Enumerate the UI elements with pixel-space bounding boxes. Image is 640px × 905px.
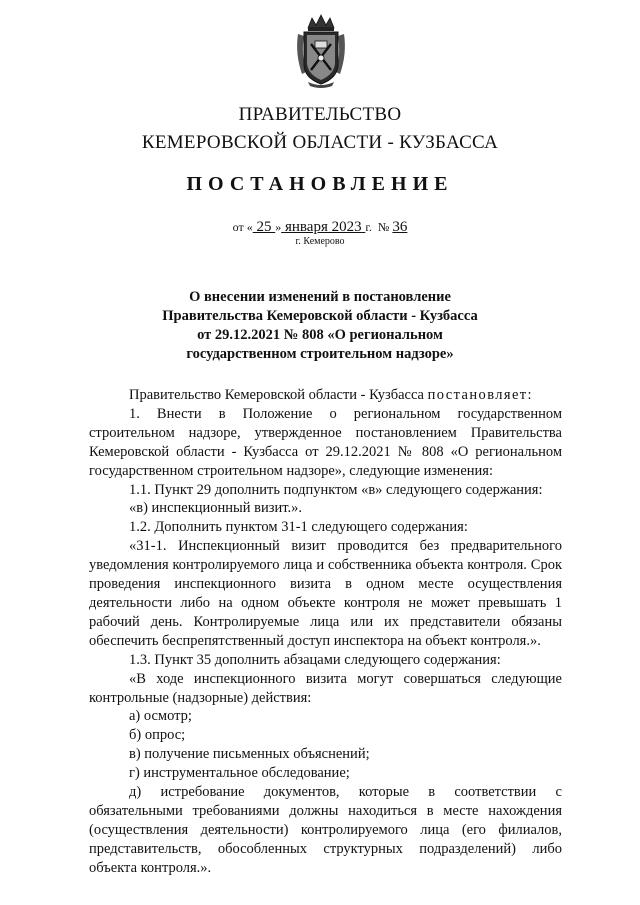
date-prefix: от « xyxy=(232,220,253,234)
date-month-year: января 2023 xyxy=(284,219,362,235)
document-body xyxy=(89,386,562,878)
body-paragraph: «В ходе инспекционного визита могут совершаться следующие контрольные (надзорные) действия: xyxy=(89,670,562,706)
number-label: № xyxy=(377,220,390,234)
date-year-suffix: г. xyxy=(365,220,372,234)
coat-of-arms-emblem xyxy=(294,14,348,88)
body-paragraph: 1.3. Пункт 35 дополнить абзацами следующего содержания: xyxy=(129,651,501,668)
body-paragraph: «31-1. Инспекционный визит проводится без предварительного уведомления контролируемого лица и собственника объекта контроля. Срок проведения инспекционного визита в одном месте осуществления деятельности либо на одном объекте контроля не может превышать 1 рабочий день. Контролируемые лица или их представители обязаны обеспечить беспрепятственный доступ инспектора на объект контроля.». xyxy=(89,538,562,649)
government-name-line2: КЕМЕРОВСКОЙ ОБЛАСТИ - КУЗБАССА xyxy=(141,132,499,153)
subject-line: Правительства Кемеровской области - Кузбасса xyxy=(162,308,478,324)
document-dateline xyxy=(0,219,640,236)
body-paragraph: 1. Внести в Положение о региональном государственном строительном надзоре, утвержденное постановлением Правительства Кемеровской области - Кузбасса от 29.12.2021 № 808 «О региональном государственном строительном надзоре», следующие изменения: xyxy=(89,405,562,479)
body-paragraph: д) истребование документов, которые в соответствии с обязательными требованиями должны находиться в месте нахождения (осуществления деятельности) контролируемого лица (его филиалов, представительств, обособленных структурных подразделений) либо объекта контроля.». xyxy=(89,784,562,876)
body-paragraph: г) инструментальное обследование; xyxy=(129,765,350,782)
date-mid: » xyxy=(275,220,282,234)
body-paragraph: 1.1. Пункт 29 дополнить подпунктом «в» следующего содержания: xyxy=(129,481,543,498)
body-paragraph: 1.2. Дополнить пунктом 31-1 следующего содержания: xyxy=(129,519,468,536)
body-paragraph: «в) инспекционный визит.». xyxy=(129,500,303,517)
document-number: 36 xyxy=(392,219,408,235)
document-subject xyxy=(130,288,510,364)
document-title: ПОСТАНОВЛЕНИЕ xyxy=(186,173,454,195)
subject-line: от 29.12.2021 № 808 «О региональном xyxy=(197,327,443,343)
government-name-line1: ПРАВИТЕЛЬСТВО xyxy=(238,104,402,125)
body-paragraph: а) осмотр; xyxy=(129,708,192,725)
subject-line: государственном строительном надзоре» xyxy=(186,346,454,362)
date-day: 25 xyxy=(256,219,272,235)
body-paragraph: б) опрос; xyxy=(129,727,186,744)
document-city: г. Кемерово xyxy=(295,236,345,247)
body-intro: Правительство Кемеровской области - Кузбасса постановляет: xyxy=(129,387,533,403)
subject-line: О внесении изменений в постановление xyxy=(189,289,451,305)
body-paragraph: в) получение письменных объяснений; xyxy=(129,746,370,763)
